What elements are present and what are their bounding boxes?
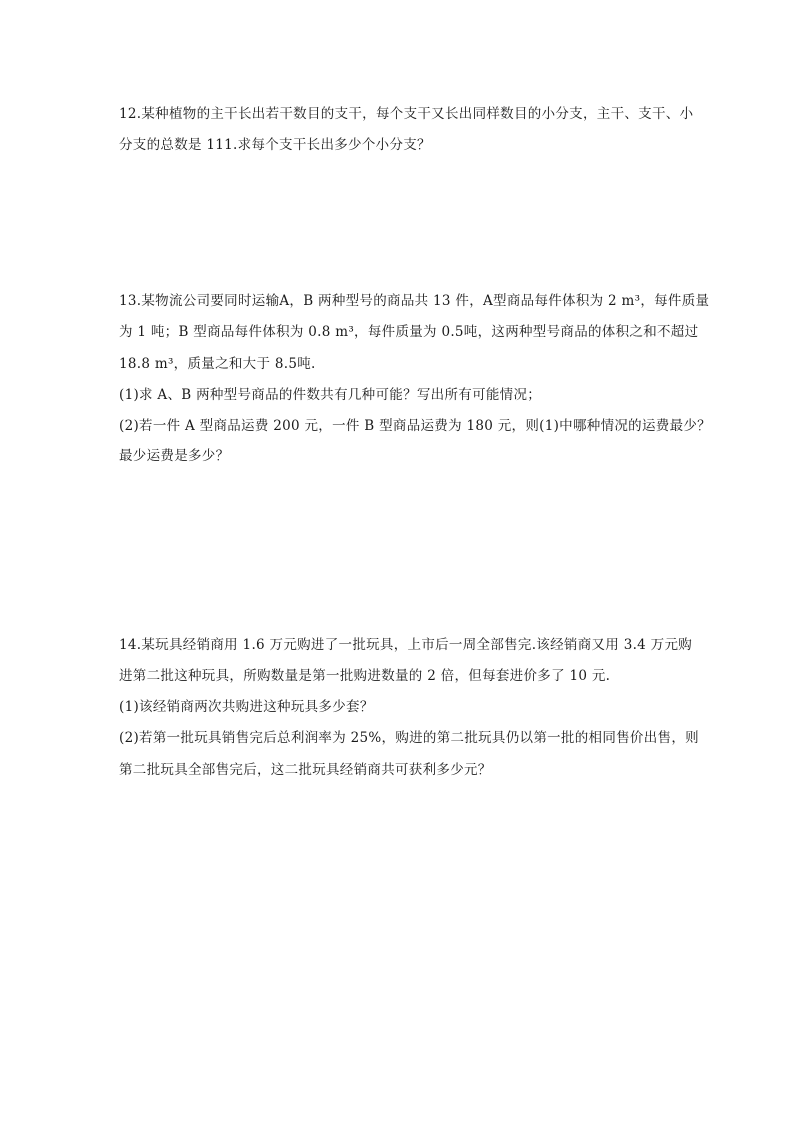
q13-line-2: 为 1 吨；B 型商品每件体积为 0.8 m³，每件质量为 0.5吨，这两种型号商品的体积之和不超过 [119,324,699,340]
q13-line-3: 18.8 m³，质量之和大于 8.5吨. [119,356,316,372]
q14-part-2-line-2: 第二批玩具全部售完后，这二批玩具经销商共可获利多少元？ [119,762,492,778]
q12-line-2: 分支的总数是 111.求每个支干长出多少个小分支？ [119,137,431,153]
q13-line-1: 13.某物流公司要同时运输A，B 两种型号的商品共 13 件，A型商品每件体积为 2 m³，每件质量 [119,293,710,309]
q13-part-1: (1)求 A、B 两种型号商品的件数共有几种可能？写出所有可能情况； [119,387,542,403]
q12-line-1: 12.某种植物的主干长出若干数目的支干，每个支干又长出同样数目的小分支，主干、支干、小 [119,106,694,122]
q13-part-2-line-1: (2)若一件 A 型商品运费 200 元，一件 B 型商品运费为 180 元，则(1)中哪种情况的运费最少？ [119,418,711,434]
q14-line-2: 进第二批这种玩具，所购数量是第一批购进数量的 2 倍，但每套进价多了 10 元. [119,668,611,684]
q14-line-1: 14.某玩具经销商用 1.6 万元购进了一批玩具，上市后一周全部售完.该经销商又用 3.4 万元购 [119,637,693,653]
q13-part-2-line-2: 最少运费是多少？ [119,448,230,464]
q14-part-2-line-1: (2)若第一批玩具销售完后总利润率为 25%，购进的第二批玩具仍以第一批的相同售价出售，则 [119,730,699,746]
q14-part-1: (1)该经销商两次共购进这种玩具多少套？ [119,699,374,715]
